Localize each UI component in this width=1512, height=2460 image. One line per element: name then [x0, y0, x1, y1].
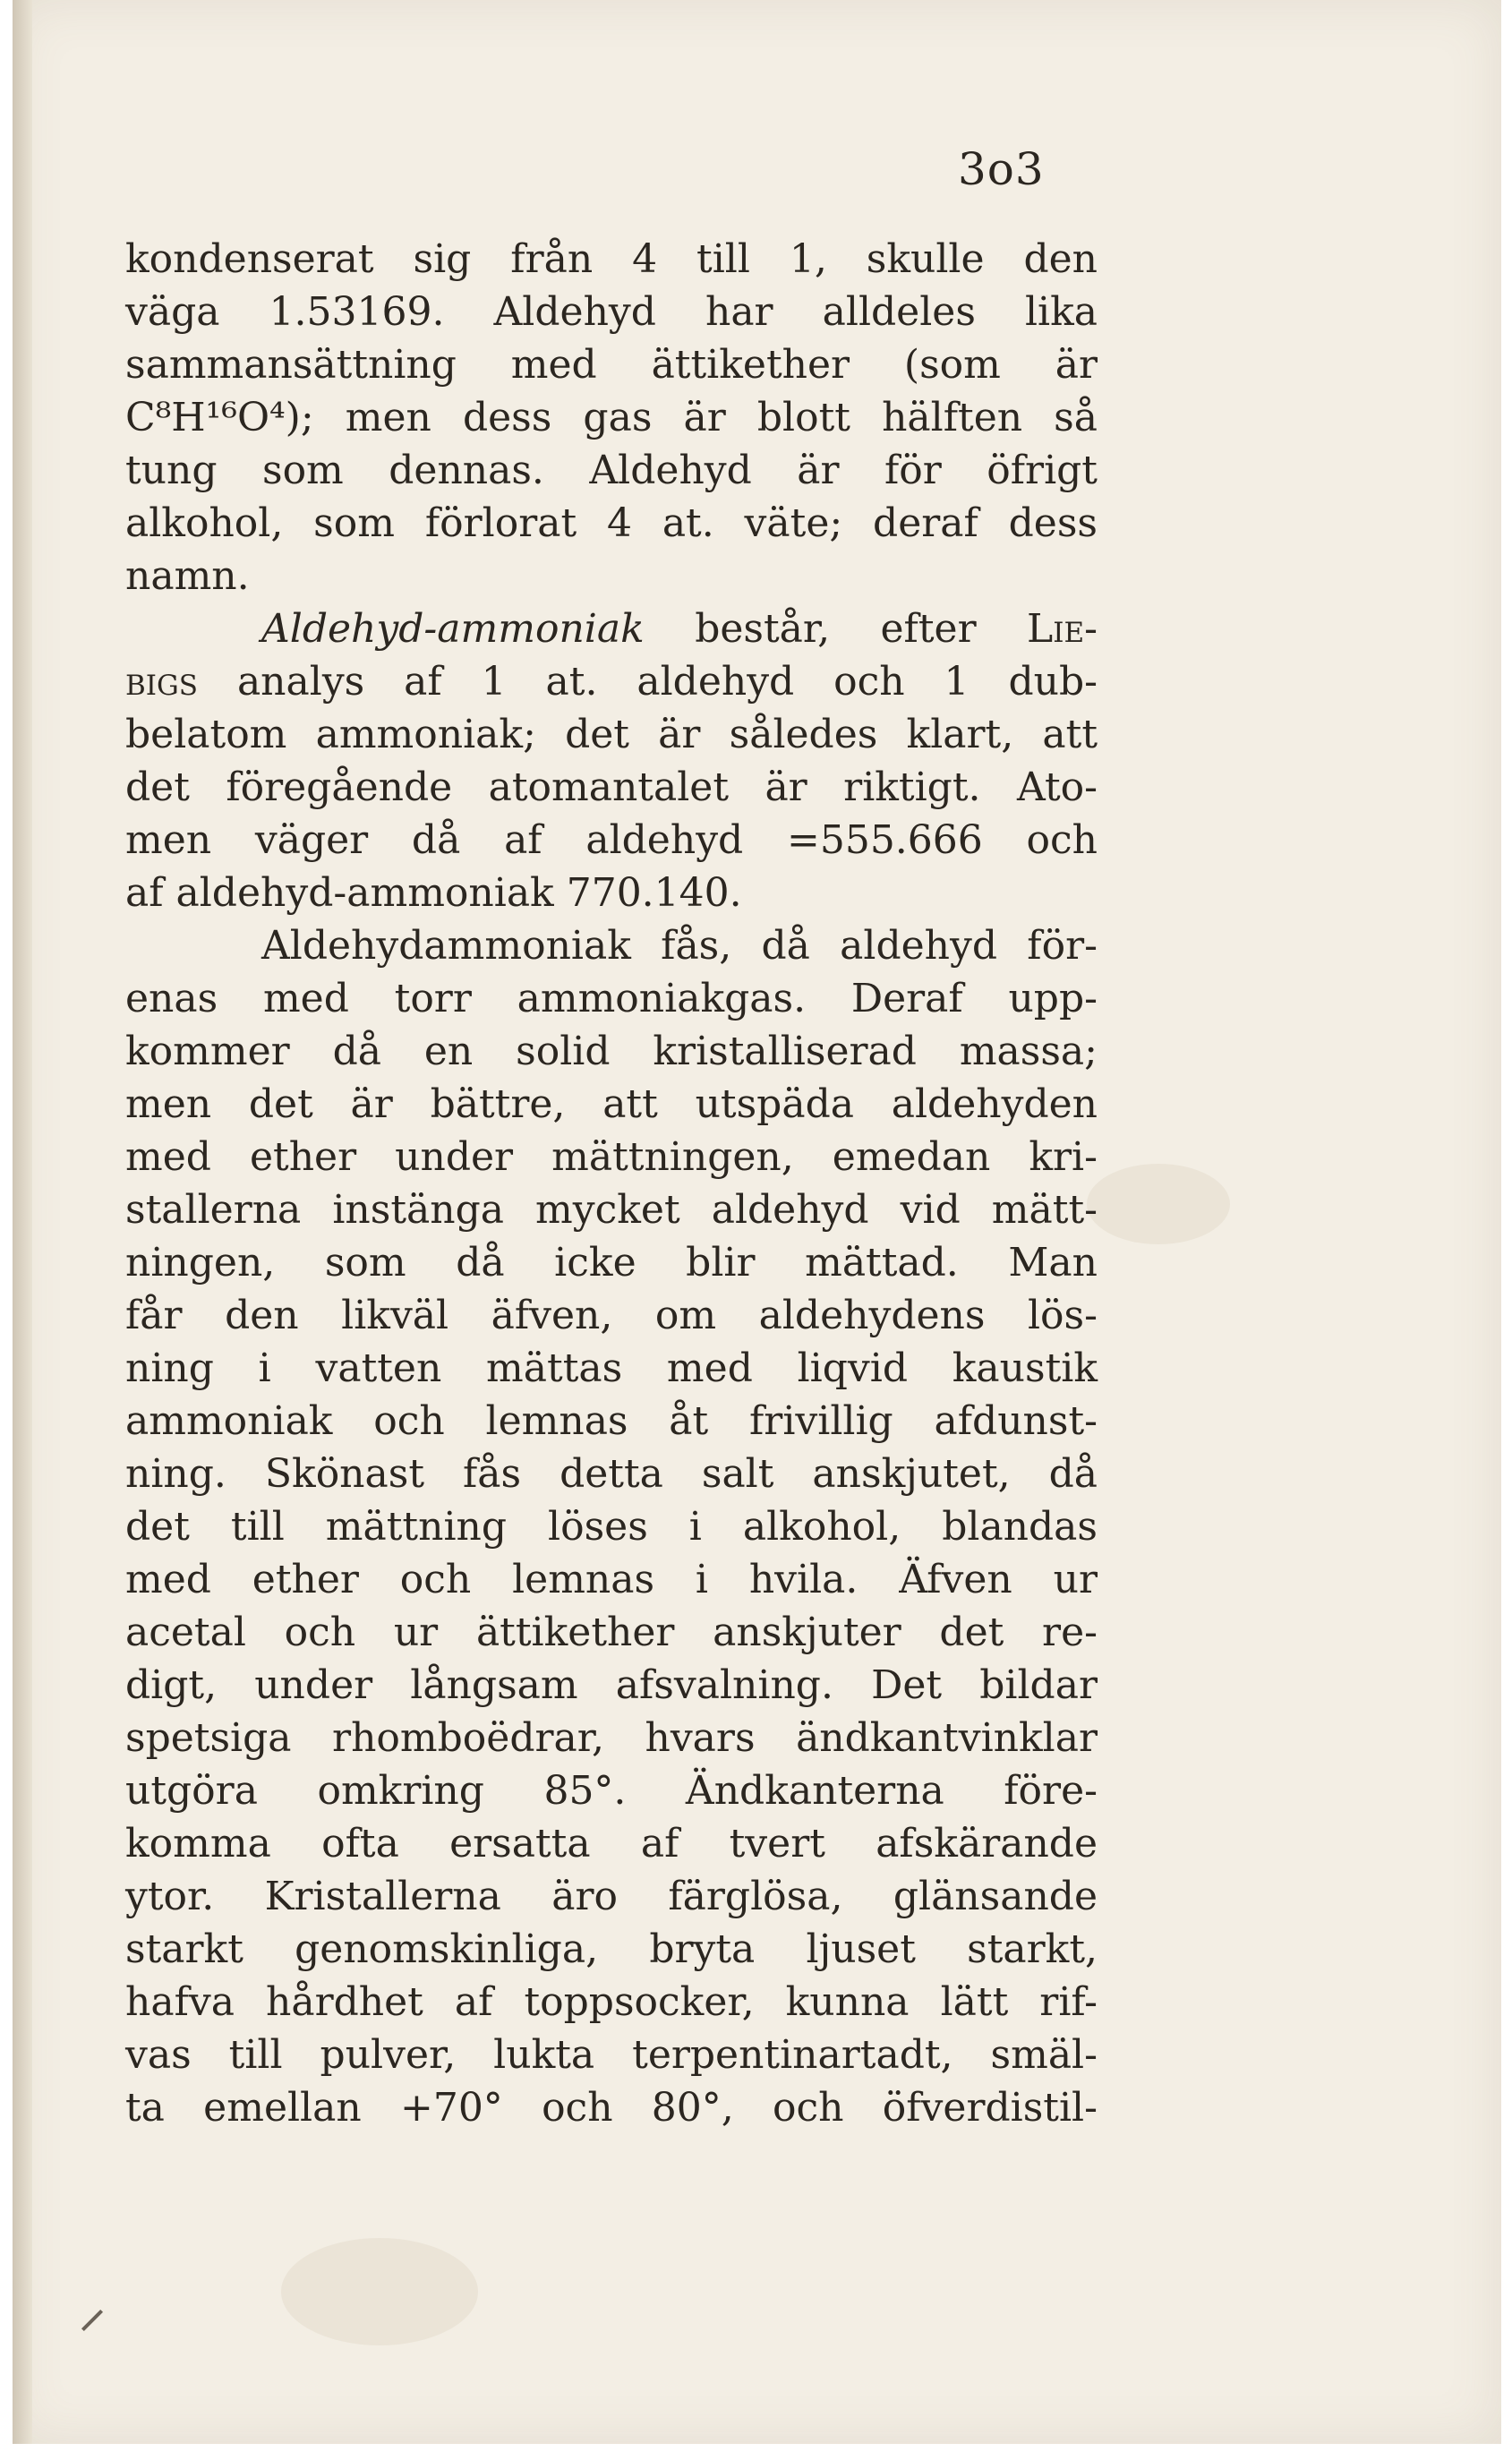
- text-run: Aldehydammoniak fås, då aldehyd för-: [261, 923, 1098, 969]
- text-line: [125, 602, 1098, 655]
- text-run: med ether och lemnas i hvila. Äfven ur: [125, 1557, 1098, 1602]
- text-line: [125, 1395, 1098, 1448]
- text-run: komma ofta ersatta af tvert afskärande: [125, 1821, 1098, 1866]
- text-run: ammoniak och lemnas åt frivillig afdunst-: [125, 1398, 1098, 1444]
- text-line: [125, 338, 1098, 391]
- text-line: [125, 286, 1098, 338]
- text-line: [125, 1870, 1098, 1923]
- text-run: men det är bättre, att utspäda aldehyden: [125, 1081, 1098, 1127]
- text-line: [125, 1976, 1098, 2029]
- text-run: spetsiga rhomboëdrar, hvars ändkantvinklar: [125, 1715, 1098, 1761]
- text-run: acetal och ur ättikether anskjuter det re-: [125, 1610, 1098, 1655]
- text-line: [125, 1289, 1098, 1342]
- text-line: [125, 1342, 1098, 1395]
- text-run: ning i vatten mättas med liqvid kaustik: [125, 1345, 1098, 1391]
- page-number: 3o3: [958, 143, 1045, 195]
- text-line: [125, 1025, 1098, 1078]
- text-run: det till mättning löses i alkohol, blandas: [125, 1504, 1098, 1550]
- page-binding-edge: [13, 0, 32, 2444]
- author-name: Lie-: [1027, 606, 1098, 652]
- text-run: hafva hårdhet af toppsocker, kunna lätt rif-: [125, 1979, 1098, 2025]
- text-run: namn.: [125, 553, 250, 599]
- text-run: med ether under mättningen, emedan kri-: [125, 1134, 1098, 1180]
- text-line: [125, 761, 1098, 814]
- text-run: kommer då en solid kristalliserad massa;: [125, 1029, 1098, 1074]
- text-line: [125, 1236, 1098, 1289]
- text-line: [125, 1817, 1098, 1870]
- text-line: [125, 1183, 1098, 1236]
- text-line: [125, 1606, 1098, 1659]
- text-run: af aldehyd-ammoniak 770.140.: [125, 870, 742, 916]
- body-text: [125, 233, 1098, 2134]
- pencil-mark: [81, 2310, 103, 2331]
- paper-stain: [1087, 1164, 1230, 1244]
- paper-stain: [281, 2238, 478, 2345]
- text-line: [125, 1078, 1098, 1131]
- text-line: [125, 867, 1098, 919]
- text-run: består, efter: [644, 606, 1028, 652]
- text-run: ytor. Kristallerna äro färglösa, glänsande: [125, 1874, 1098, 1919]
- text-line: [125, 1712, 1098, 1764]
- text-line: [125, 233, 1098, 286]
- text-run: ta emellan +70° och 80°, och öfverdistil-: [125, 2085, 1098, 2131]
- text-line: [125, 1553, 1098, 1606]
- text-run: det föregående atomantalet är riktigt. Ato-: [125, 764, 1098, 810]
- text-line: [125, 1923, 1098, 1976]
- text-run: vas till pulver, lukta terpentinartadt, smäl-: [125, 2032, 1098, 2078]
- text-run: analys af 1 at. aldehyd och 1 dub-: [198, 659, 1098, 705]
- text-line: [125, 655, 1098, 708]
- text-line: [125, 708, 1098, 761]
- text-run: starkt genomskinliga, bryta ljuset starkt,: [125, 1926, 1098, 1972]
- text-line: [125, 497, 1098, 550]
- text-run: väga 1.53169. Aldehyd har alldeles lika: [125, 289, 1098, 335]
- text-line: [125, 2029, 1098, 2081]
- italic-term: Aldehyd-ammoniak: [261, 606, 645, 652]
- book-page: [13, 0, 1501, 2444]
- text-line: [125, 2081, 1098, 2134]
- text-run: C⁸H¹⁶O⁴); men dess gas är blott hälften så: [125, 395, 1098, 440]
- text-line: [125, 1448, 1098, 1500]
- text-line: [125, 919, 1098, 972]
- text-line: [125, 972, 1098, 1025]
- author-name: bigs: [125, 659, 199, 705]
- text-line: [125, 1764, 1098, 1817]
- text-run: får den likväl äfven, om aldehydens lös-: [125, 1293, 1098, 1338]
- text-line: [125, 1131, 1098, 1183]
- text-line: [125, 444, 1098, 497]
- text-line: [125, 1500, 1098, 1553]
- text-run: ning. Skönast fås detta salt anskjutet, då: [125, 1451, 1098, 1497]
- text-line: [125, 814, 1098, 867]
- text-line: [125, 550, 1098, 602]
- text-run: sammansättning med ättikether (som är: [125, 342, 1098, 388]
- text-line: [125, 391, 1098, 444]
- text-run: kondenserat sig från 4 till 1, skulle den: [125, 236, 1098, 282]
- text-run: alkohol, som förlorat 4 at. väte; deraf dess: [125, 500, 1098, 546]
- text-run: stallerna instänga mycket aldehyd vid mätt-: [125, 1187, 1098, 1233]
- text-run: belatom ammoniak; det är således klart, att: [125, 712, 1098, 757]
- text-run: ningen, som då icke blir mättad. Man: [125, 1240, 1098, 1286]
- text-line: [125, 1659, 1098, 1712]
- text-run: enas med torr ammoniakgas. Deraf upp-: [125, 976, 1098, 1021]
- text-run: utgöra omkring 85°. Ändkanterna före-: [125, 1768, 1098, 1814]
- text-run: digt, under långsam afsvalning. Det bildar: [125, 1662, 1098, 1708]
- text-run: men väger då af aldehyd =555.666 och: [125, 817, 1098, 863]
- text-run: tung som dennas. Aldehyd är för öfrigt: [125, 448, 1098, 493]
